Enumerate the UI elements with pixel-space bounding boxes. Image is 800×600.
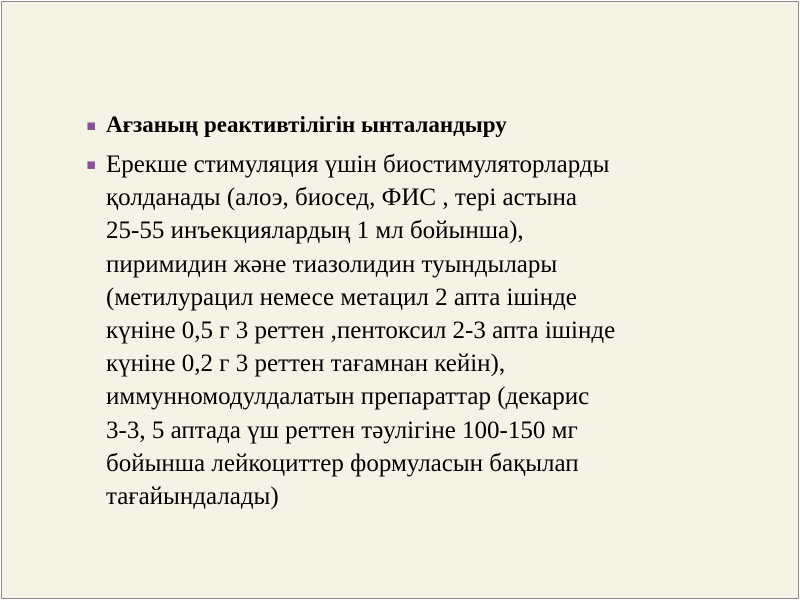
body-line: иммунномодулдалатын препараттар (декарис — [106, 383, 590, 411]
body-line: (метилурацил немесе метацил 2 апта ішінде — [106, 283, 577, 311]
bullet-item-body — [80, 148, 770, 513]
bullet-heading-text: Ағзаның реактивтілігін ынталандыру — [106, 112, 507, 137]
square-bullet-icon: ▪ — [86, 116, 97, 134]
body-line: Ерекше стимуляция үшін биостимуляторларды — [106, 151, 610, 178]
body-line: пиримидин және тиазолидин туындылары — [106, 250, 558, 278]
slide — [1, 1, 799, 599]
bullet-item-heading — [80, 110, 770, 140]
body-line: бойынша лейкоциттер формуласын бақылап — [106, 449, 579, 477]
body-line: 3-3, 5 аптада үш реттен тәулігіне 100-150 мг — [106, 416, 578, 444]
slide-body — [80, 110, 770, 513]
body-line: 25-55 инъекциялардың 1 мл бойынша), — [106, 217, 524, 245]
body-line: күніне 0,5 г 3 реттен ,пентоксил 2-3 апта ішінде — [106, 317, 616, 345]
body-line: күніне 0,2 г 3 реттен тағамнан кейін), — [106, 350, 506, 378]
square-bullet-icon: ▪ — [86, 155, 97, 173]
body-line: қолданады (алоэ, биосед, ФИС , тері астына — [106, 184, 577, 212]
body-line: тағайындалады) — [106, 483, 279, 511]
